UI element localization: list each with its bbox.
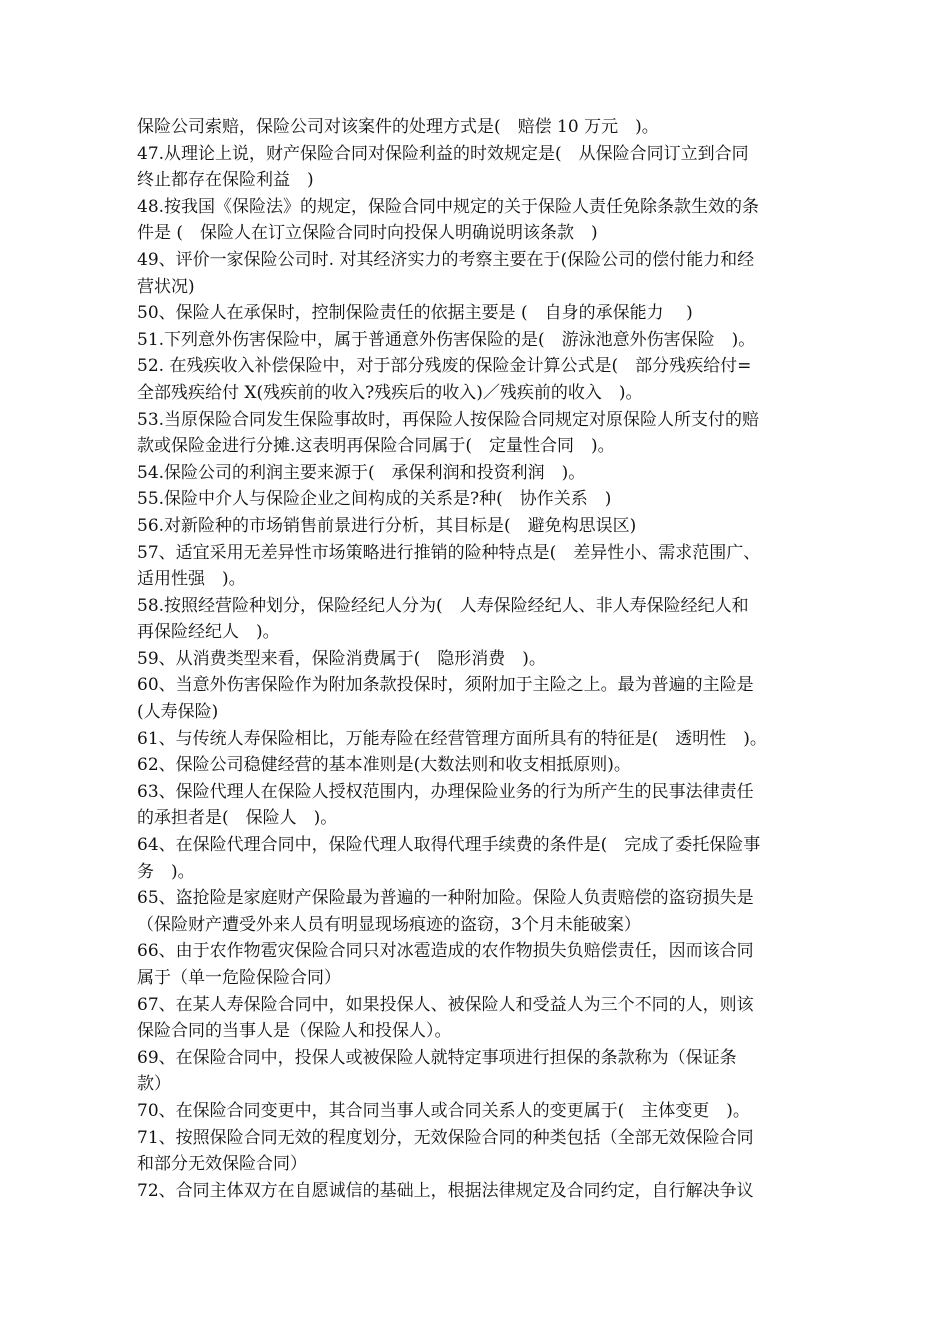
text-line: 51.下列意外伤害保险中，属于普通意外伤害保险的是( 游泳池意外伤害保险 )。 [137, 329, 756, 350]
text-line: 和部分无效保险合同） [137, 1154, 307, 1175]
text-line: 58.按照经营险种划分，保险经纪人分为( 人寿保险经纪人、非人寿保险经纪人和 [137, 595, 749, 616]
text-line: 54.保险公司的利润主要来源于( 承保利润和投资利润 )。 [137, 462, 586, 483]
text-line: 再保险经纪人 )。 [137, 622, 280, 643]
text-line: 71、按照保险合同无效的程度划分，无效保险合同的种类包括（全部无效保险合同 [137, 1127, 754, 1148]
text-line: 终止都存在保险利益 ) [137, 170, 314, 191]
text-line: 56.对新险种的市场销售前景进行分析，其目标是( 避免构思误区) [137, 515, 637, 536]
text-line: 57、适宜采用无差异性市场策略进行推销的险种特点是( 差异性小、需求范围广、 [137, 542, 761, 563]
text-line: 49、评价一家保险公司时. 对其经济实力的考察主要在于(保险公司的偿付能力和经 [137, 249, 755, 270]
text-line: 53.当原保险合同发生保险事故时，再保险人按保险合同规定对原保险人所支付的赔 [137, 409, 760, 430]
text-line: （保险财产遭受外来人员有明显现场痕迹的盗窃，3个月未能破案） [137, 914, 641, 935]
text-line: 营状况) [137, 276, 195, 297]
text-line: 61、与传统人寿保险相比，万能寿险在经营管理方面所具有的特征是( 透明性 )。 [137, 728, 767, 749]
text-line: 款或保险金进行分摊.这表明再保险合同属于( 定量性合同 )。 [137, 436, 615, 457]
text-line: 55.保险中介人与保险企业之间构成的关系是?种( 协作关系 ) [137, 489, 612, 510]
text-line: 52. 在残疾收入补偿保险中，对于部分残废的保险金计算公式是( 部分残疾给付= [137, 356, 752, 377]
text-line: 64、在保险代理合同中，保险代理人取得代理手续费的条件是( 完成了委托保险事 [137, 835, 761, 856]
text-line: 款） [137, 1074, 171, 1095]
text-line: 59、从消费类型来看，保险消费属于( 隐形消费 )。 [137, 648, 546, 669]
text-line: 67、在某人寿保险合同中，如果投保人、被保险人和受益人为三个不同的人，则该 [137, 994, 754, 1015]
text-line: 69、在保险合同中，投保人或被保险人就特定事项进行担保的条款称为（保证条 [137, 1047, 737, 1068]
text-line: 件是 ( 保险人在订立保险合同时向投保人明确说明该条款 ) [137, 223, 598, 244]
text-line: 48.按我国《保险法》的规定，保险合同中规定的关于保险人责任免除条款生效的条 [137, 196, 760, 217]
text-line: 47.从理论上说，财产保险合同对保险利益的时效规定是( 从保险合同订立到合同 [137, 143, 749, 164]
text-line: 50、保险人在承保时，控制保险责任的依据主要是 ( 自身的承保能力 ) [137, 303, 693, 324]
text-line: (人寿保险) [137, 702, 219, 723]
text-line: 72、合同主体双方在自愿诚信的基础上，根据法律规定及合同约定，自行解决争议 [137, 1180, 754, 1201]
text-line: 保险公司索赔，保险公司对该案件的处理方式是( 赔偿 10 万元 )。 [137, 117, 659, 137]
text-line: 70、在保险合同变更中，其合同当事人或合同关系人的变更属于( 主体变更 )。 [137, 1100, 750, 1121]
text-line: 66、由于农作物雹灾保险合同只对冰雹造成的农作物损失负赔偿责任，因而该合同 [137, 941, 754, 962]
text-line: 63、保险代理人在保险人授权范围内，办理保险业务的行为所产生的民事法律责任 [137, 781, 754, 802]
document-page [137, 114, 837, 1204]
text-line: 的承担者是( 保险人 )。 [137, 808, 338, 829]
text-line: 适用性强 )。 [137, 569, 246, 590]
text-line: 62、保险公司稳健经营的基本准则是(大数法则和收支相抵原则)。 [137, 755, 631, 776]
text-line: 全部残疾给付 X(残疾前的收入?残疾后的收入)／残疾前的收入 )。 [137, 382, 643, 403]
text-line: 务 )。 [137, 861, 195, 882]
text-line: 属于（单一危险保险合同） [137, 968, 341, 988]
text-line: 保险合同的当事人是（保险人和投保人）。 [137, 1021, 452, 1042]
text-line: 65、盗抢险是家庭财产保险最为普遍的一种附加险。保险人负责赔偿的盗窃损失是 [137, 888, 754, 909]
text-line: 60、当意外伤害保险作为附加条款投保时，须附加于主险之上。最为普遍的主险是 [137, 675, 754, 696]
